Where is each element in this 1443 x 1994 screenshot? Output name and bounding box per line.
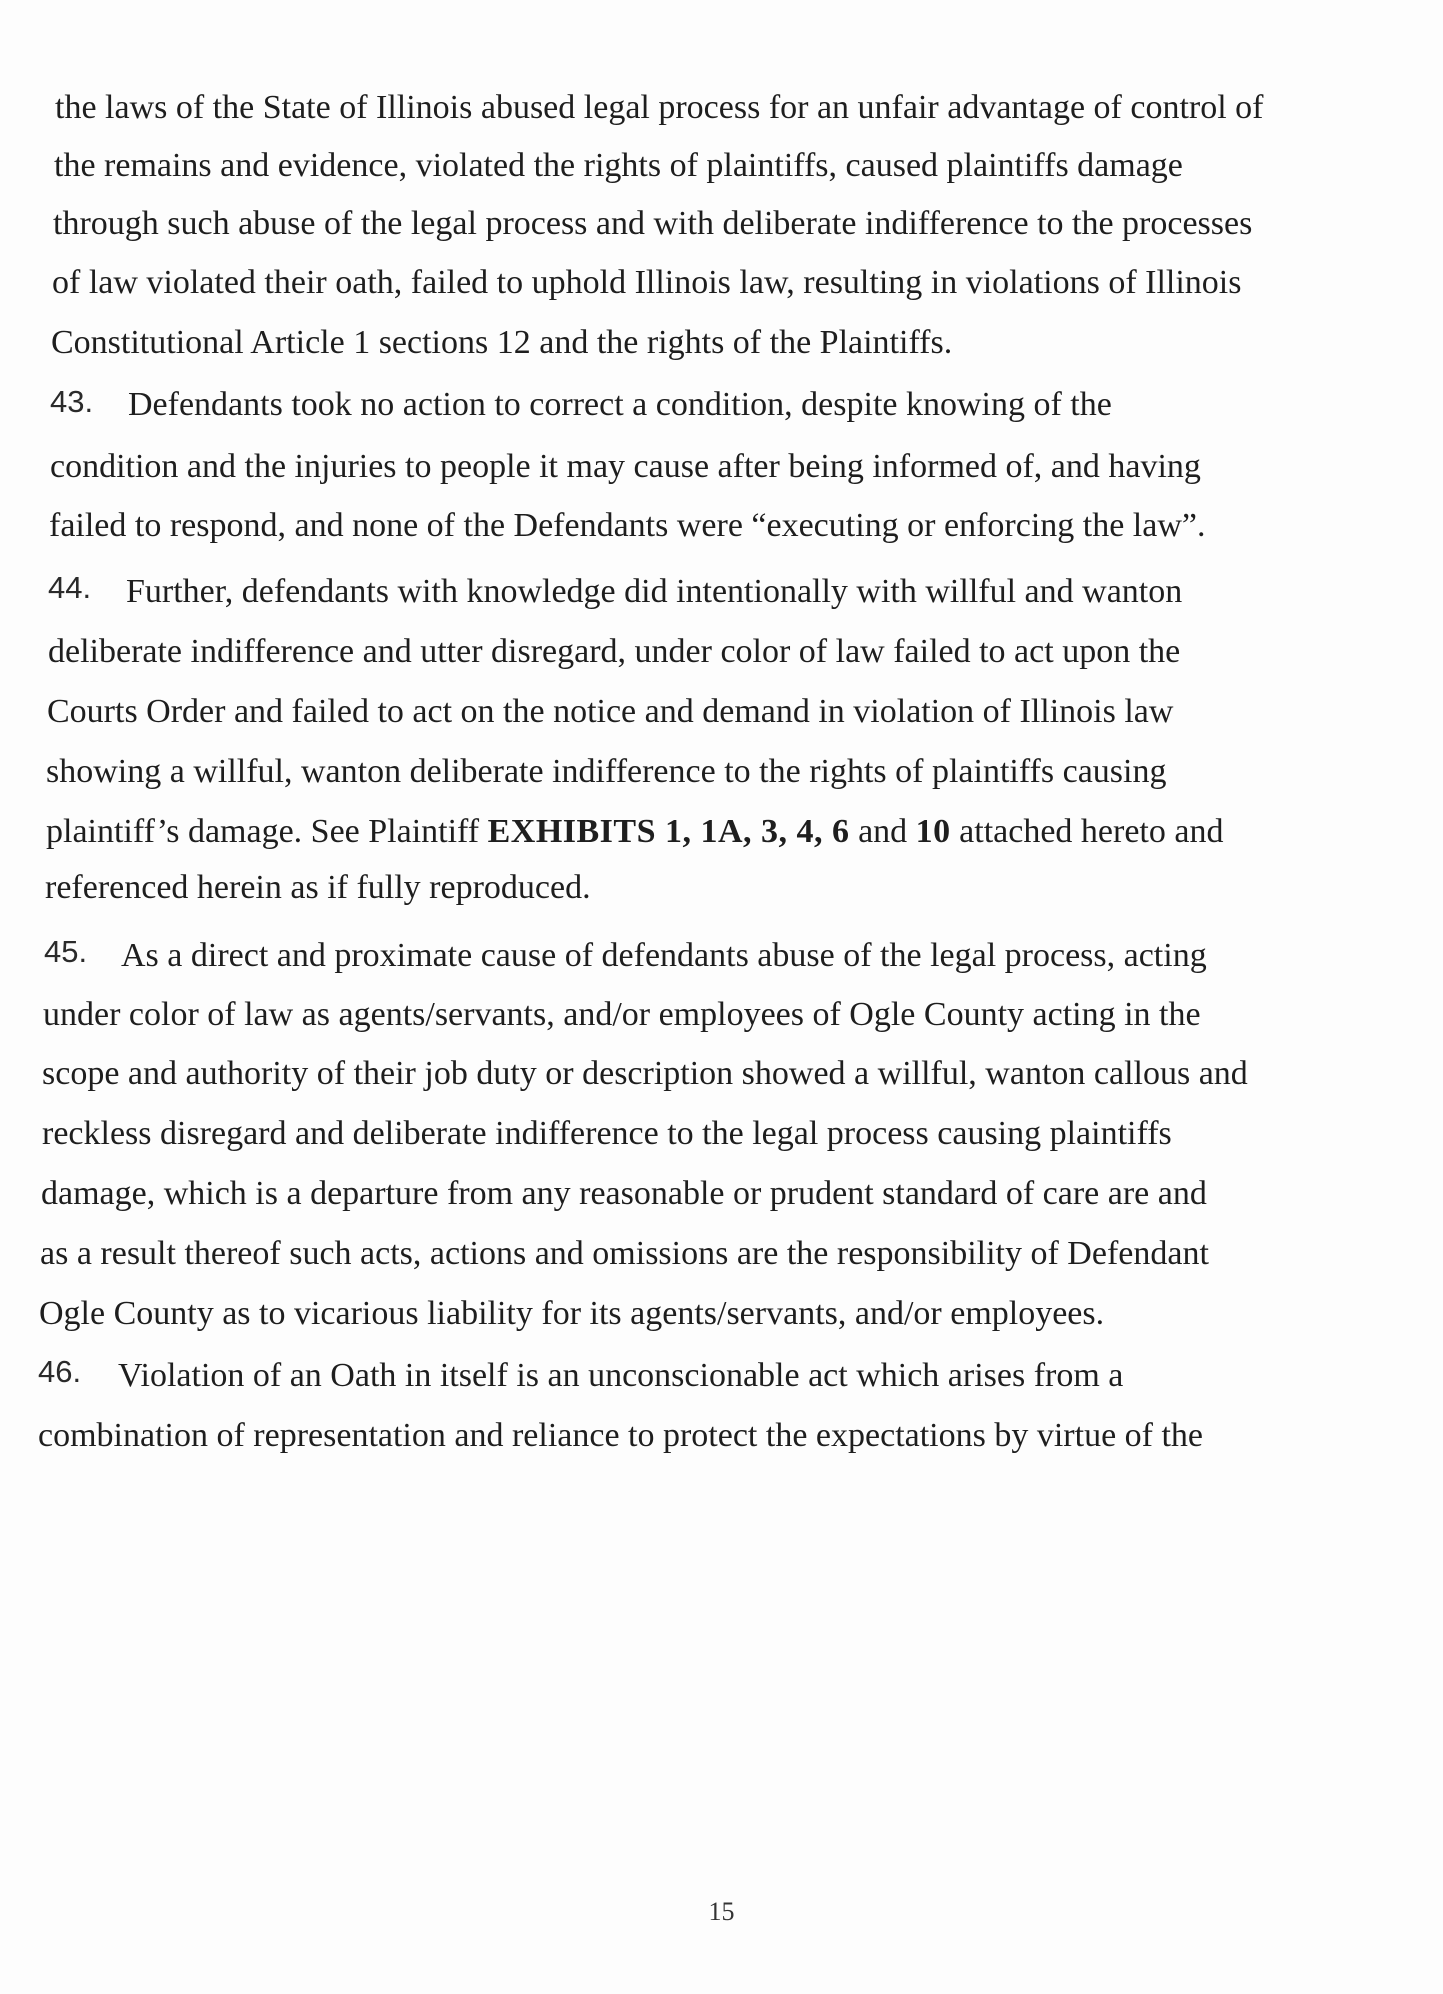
exhibits-reference: EXHIBITS 1, 1A, 3, 4, 6 [487,813,850,850]
text-line: through such abuse of the legal process and with deliberate indifference to the processes [53,205,1253,242]
text-line: Constitutional Article 1 sections 12 and the rights of the Plaintiffs. [51,324,953,361]
text-line: of law violated their oath, failed to uphold Illinois law, resulting in violations of Illinois [52,264,1242,301]
text-line: scope and authority of their job duty or description showed a willful, wanton callous and [42,1055,1248,1092]
exhibits-reference: 10 [915,813,951,850]
text-line: Defendants took no action to correct a condition, despite knowing of the [128,386,1112,423]
text-line: under color of law as agents/servants, and/or employees of Ogle County acting in the [43,996,1201,1033]
text-line: condition and the injuries to people it may cause after being informed of, and having [50,448,1201,485]
text-line: Further, defendants with knowledge did intentionally with willful and wanton [126,573,1183,610]
text-run: attached hereto and [950,813,1224,850]
text-line: deliberate indifference and utter disregard, under color of law failed to act upon the [48,633,1181,670]
text-line: Violation of an Oath in itself is an unconscionable act which arises from a [118,1357,1124,1394]
page-number: 15 [708,1897,735,1926]
text-line: showing a willful, wanton deliberate indifference to the rights of plaintiffs causing [46,753,1167,790]
exhibit-line [46,810,1224,854]
paragraph-number: 45. [44,934,88,969]
text-line: Courts Order and failed to act on the notice and demand in violation of Illinois law [47,693,1174,730]
text-line: the remains and evidence, violated the rights of plaintiffs, caused plaintiffs damage [54,147,1183,184]
text-line: As a direct and proximate cause of defendants abuse of the legal process, acting [121,937,1207,974]
paragraph-number: 43. [50,384,94,419]
text-line: damage, which is a departure from any reasonable or prudent standard of care are and [41,1175,1207,1212]
text-line: Ogle County as to vicarious liability for its agents/servants, and/or employees. [39,1295,1105,1332]
text-line: the laws of the State of Illinois abused legal process for an unfair advantage of control of [55,89,1264,126]
text-run: and [849,813,916,850]
paragraph-number: 46. [38,1354,82,1389]
text-line: referenced herein as if fully reproduced. [45,869,591,906]
text-line: failed to respond, and none of the Defendants were “executing or enforcing the law”. [49,507,1206,544]
text-line: combination of representation and reliance to protect the expectations by virtue of the [38,1417,1204,1454]
text-line: reckless disregard and deliberate indifference to the legal process causing plaintiffs [42,1115,1172,1152]
text-line: as a result thereof such acts, actions and omissions are the responsibility of Defendant [40,1235,1209,1272]
paragraph-number: 44. [48,570,92,605]
text-run: plaintiff’s damage. See Plaintiff [46,813,488,850]
